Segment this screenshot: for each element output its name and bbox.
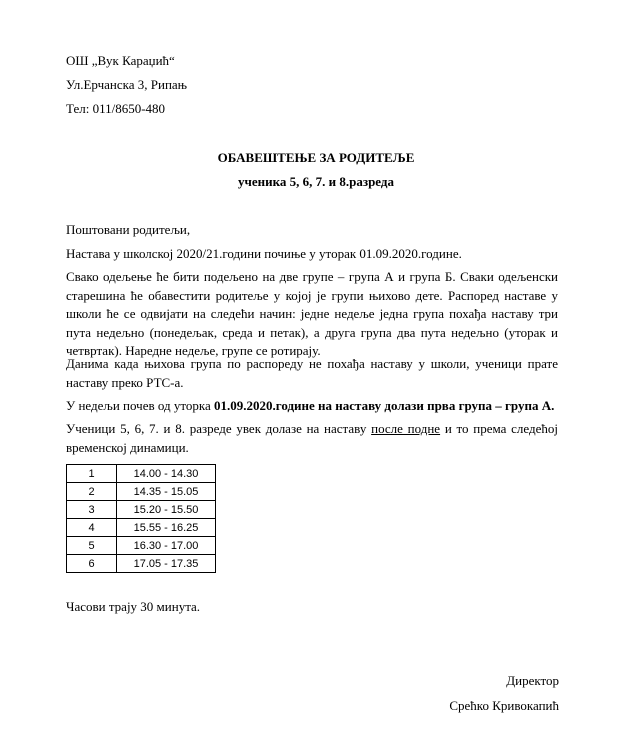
period-time: 14.00 - 14.30	[117, 465, 216, 483]
period-time: 15.20 - 15.50	[117, 501, 216, 519]
period-number: 2	[67, 483, 117, 501]
paragraph-start-date: Настава у школској 2020/21.години почиње у уторак 01.09.2020.године.	[66, 246, 462, 261]
table-row	[67, 465, 216, 483]
school-address: Ул.Ерчанска 3, Рипањ	[66, 77, 188, 92]
period-number: 1	[67, 465, 117, 483]
period-time: 15.55 - 16.25	[117, 519, 216, 537]
period-number: 3	[67, 501, 117, 519]
notice-title: ОБАВЕШТЕЊЕ ЗА РОДИТЕЉЕ	[217, 150, 415, 165]
period-time: 16.30 - 17.00	[117, 537, 216, 555]
paragraph-rts: Данима када њихова група по распореду не похађа наставу у школи, ученици прате наставу преко РТС-а.	[66, 356, 558, 390]
table-row	[67, 555, 216, 573]
signature-name: Срећко Кривокапић	[449, 698, 559, 713]
table-row	[67, 537, 216, 555]
paragraph-first-group	[66, 398, 554, 414]
afternoon-underlined: после подне	[371, 421, 441, 436]
period-time: 17.05 - 17.35	[117, 555, 216, 573]
first-group-bold: 01.09.2020.године на наставу долази прва група – група А.	[214, 398, 555, 413]
notice-subtitle: ученика 5, 6, 7. и 8.разреда	[238, 174, 394, 189]
signature-role: Директор	[506, 673, 559, 688]
paragraph-groups: Свако одељење ће бити подељено на две групе – група А и група Б. Сваки одељенски старешина ће обавестити родитеље у којој је групи њихово дете. Распоред наставе у школи ће се одвијати на следећи начин: једне недеље једна група похађа наставу три пута недељно (понедељак, среда и петак), а друга група два пута недељно (уторак и четвртак). Наредне недеље, групе се ротирају.	[66, 269, 558, 358]
period-number: 5	[67, 537, 117, 555]
greeting: Поштовани родитељи,	[66, 222, 191, 237]
table-row	[67, 519, 216, 537]
paragraph-afternoon	[66, 420, 558, 457]
school-name: ОШ „Вук Караџић“	[66, 53, 175, 68]
period-number: 6	[67, 555, 117, 573]
first-group-text: У недељи почев од уторка	[66, 398, 215, 413]
afternoon-text-before: Ученици 5, 6, 7. и 8. разреде увек долазе на наставу	[66, 421, 372, 436]
period-time: 14.35 - 15.05	[117, 483, 216, 501]
afternoon-text-after: и то према следећој временској динамици.	[66, 421, 559, 455]
table-row	[67, 501, 216, 519]
school-phone: Тел: 011/8650-480	[66, 101, 166, 116]
duration-note: Часови трају 30 минута.	[66, 599, 201, 614]
schedule-table	[66, 464, 216, 573]
table-row	[67, 483, 216, 501]
period-number: 4	[67, 519, 117, 537]
